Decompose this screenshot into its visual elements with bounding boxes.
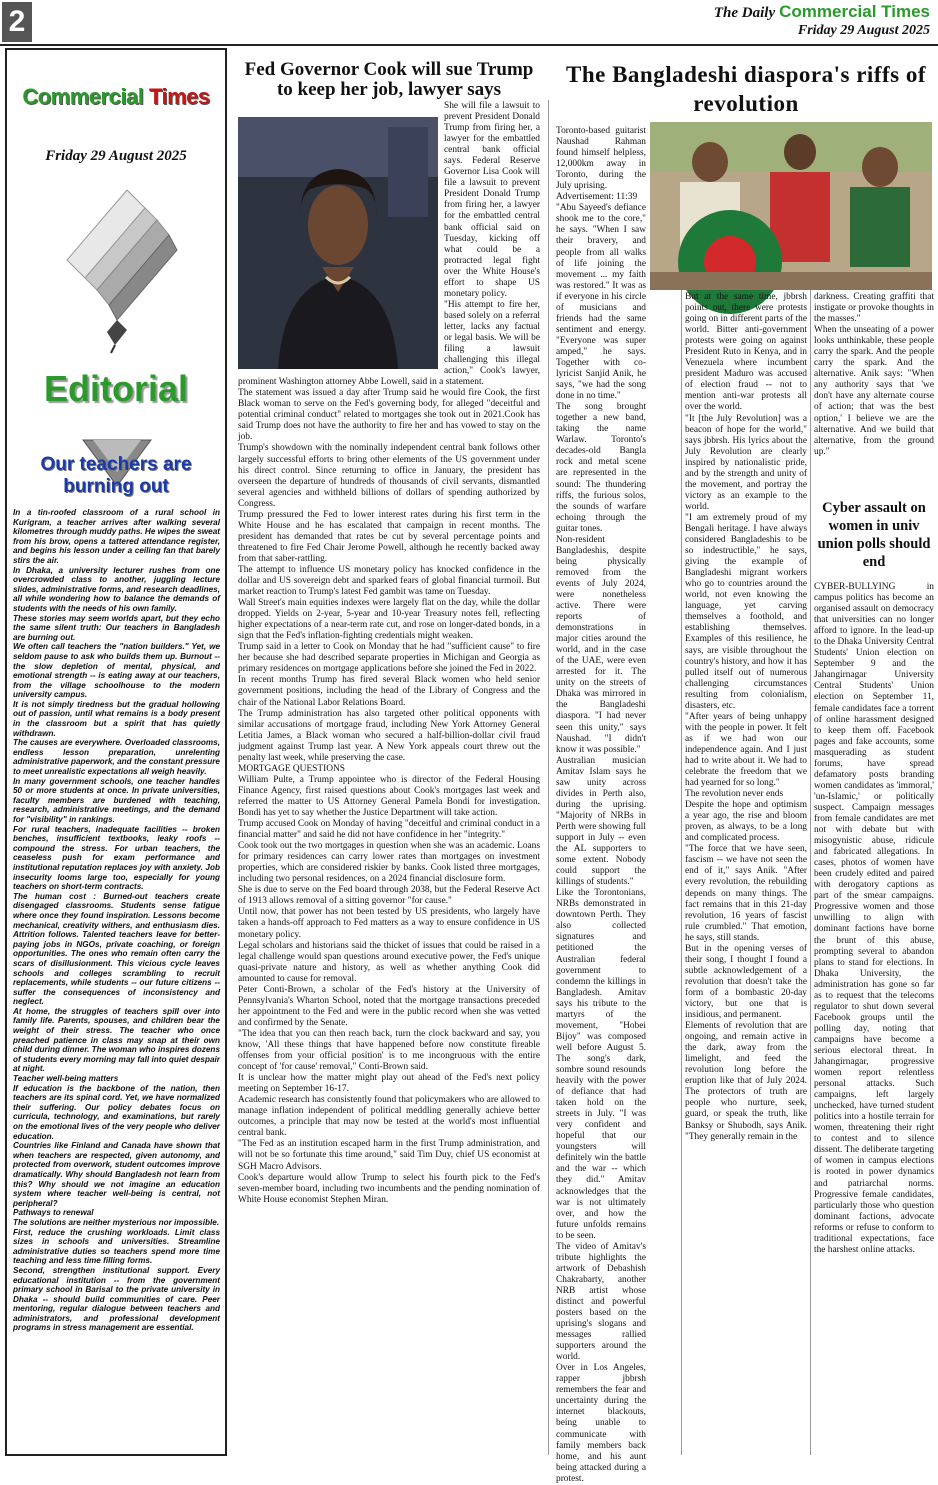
- lisa-cook-photo: [238, 117, 438, 369]
- editorial-sidebar: [5, 48, 227, 1456]
- column-rule: [681, 290, 682, 1455]
- cyber-headline: Cyber assault on women in univ union polls should end: [817, 500, 931, 570]
- column-rule: [548, 100, 549, 1455]
- diaspora-column-2: But at the same time, jbbrsh points out, there were protests going on in different parts of the world. Bitter anti-government protests were going on against President Ruto in Kenya, and in Venezuela where incumbent president Maduro was accused of election fraud -- not to mention anti-war protests all over the world. "It [the July Revolution] was a beacon of hope for the world," says jbbrsh. His lyrics about the July Revolution are clearly inspired by nationalistic pride, and by the strength and unity of the movement, and portray the victory as an example to the world. "I am extremely proud of my Bengali heritage. I have always considered Bangladeshis to be so indestructible," he says, giving the example of Bangladeshi migrant workers who go to countries around the world, not even knowing the language, yet carving themselves a foothold, and establishing themselves. Examples of this resilience, he says, are visible throughout the country's history, and how it has pulled itself out of numerous challenging circumstances resulting from colonialism, disasters, etc. "After years of being unhappy with the people in power. It felt as if we had won our independence again. And I just had to write about it. We had to celebrate the freedom that we had yearned for so long." The revolution never ends Despite the hope and optimism a year ago, the rise and bloom proven, as always, to be a long and complicated process. "The force that we have seen, fascism -- we have not seen the end of it," says Anik. "After every revolution, the rebuilding depends on many things. The fact remains that in this 21-day revolution, 16 years of fascist rule crumbled." That emotion, he says, still stands. But in the opening verses of their song, I thought I found a subtle acknowledgement of a revolution that doesn't take the form of a bombastic 20-day victory, but one that is insidious, and permanent. Elements of revolution that are ongoing, and remain active in the dark, away from the limelight, and feed the revolution long before the eruption like that of July 2024. The protectors of truth are people who nurture, seek, guard, or speak the truth, like Banksy or Shubodh, says Anik. "They generally remain in the: [685, 292, 807, 1142]
- fed-headline: Fed Governor Cook will sue Trump to keep her job, lawyer says: [244, 59, 534, 100]
- masthead-date: Friday 29 August 2025: [797, 23, 930, 38]
- fed-article-body: She will file a lawsuit to prevent President Donald Trump from firing her, a lawyer for the embattled central bank official says. Federal Reserve Governor Lisa Cook will file a lawsuit to prevent President Donald Trump from firing her, a lawyer for the embattled central bank official said on Tuesday, kicking off what could be a protracted legal fight over the White House's effort to shape US monetary policy. "His attempt to fire her, based solely on a referral letter, lacks any factual or legal basis. We will be filing a lawsuit challenging this illegal action," Cook's lawyer, prominent Washington attorney Abbe Lowell, said in a statement. The statement was issued a day after Trump said he would fire Cook, the first Black woman to serve on the Fed's governing body, for alleged "deceitful and potential criminal conduct" related to mortgages she took out in 2021.Cook has said Trump does not have the authority to fire her and has vowed to stay on the job. Trump's showdown with the nominally independent central bank follows other largely successful efforts to bring other elements of the US government under his direct control. Since returning to office in January, the president has overseen the departure of hundreds of thousands of civil servants, dismantled several agencies and withheld billions of dollars of spending authorized by Congress. Trump pressured the Fed to lower interest rates during his first term in the White House and he has escalated that campaign in recent months. The president has demanded that rates be cut by several percentage points and threatened to fire Fed Chair Jerome Powell, although he recently backed away from that saber-rattling. The attempt to influence US monetary policy has knocked confidence in the dollar and US sovereign debt and sparked fears of global financial turmoil. But market reaction to Trump's latest Fed gambit was tame on Tuesday. Wall Street's main equities indexes were largely flat on the day, while the dollar dropped. Yields on 2-year, 5-year and 10-year Treasury notes fell, reflecting higher expectations of a near-term rate cut, and rose on longer-dated bonds, in a sign that the Fed's inflation-fighting credentials might weaken. Trump said in a letter to Cook on Monday that he had "sufficient cause" to fire her because she had described separate properties in Michigan and Georgia as primary residences on mortgage applications before she joined the Fed in 2022. In recent months Trump has fired several Black women who held senior government positions, including the head of the Library of Congress and the chair of the National Labor Relations Board. The Trump administration has also targeted other political opponents with similar accusations of mortgage fraud, including New York Attorney General Letitia James, a Black woman who secured a half-billion-dollar civil fraud judgment against Trump last year. A New York appeals court threw out the penalty last week, while preserving the case. MORTGAGE QUESTIONS William Pulte, a Trump appointee who is director of the Federal Housing Finance Agency, first raised questions about Cook's mortgages last week and referred the matter to US Attorney General Pamela Bondi for investigation. Bondi has yet to say whether the Justice Department will take action. Trump accused Cook on Monday of having "deceitful and criminal conduct in a financial matter" and said he did not have confidence in her "integrity." Cook took out the two mortgages in question when she was an academic. Loans for primary residences can carry lower rates than mortgages on investment properties, which are considered riskier by banks. Cook listed three mortgages, including two personal residences, on a 2024 financial disclosure form. She is due to serve on the Fed board through 2038, but the Federal Reserve Act of 1913 allows removal of a sitting governor "for cause." Until now, that power has not been tested by US presidents, who largely have taken a hands-off approach to Fed matters as a way to ensure confidence in US monetary policy. Legal scholars and historians said the thicket of issues that could be raised in a legal challenge would span questions around executive power, the Fed's unique quasi-private nature and history, as well as whether anything Cook did amounted to cause for removal. Peter Conti-Brown, a scholar of the Fed's history at the University of Pennsylvania's Wharton School, noted that the mortgage transactions preceded her appointment to the Fed and were in the public record when she was vetted and confirmed by the Senate. "The idea that you can then reach back, turn the clock backward and say, you know, 'All these things that have happened before now constitute fireable offenses from your official position' is to me incongruous with the entire concept of 'for cause' removal," Conti-Brown said. It is unclear how the matter might play out ahead of the Fed's next policy meeting on September 16-17. Academic research has consistently found that policymakers who are allowed to manage inflation independent of political meddling generally achieve better outcomes, a principle that may now be tested at the world's most influential central bank. "The Fed as an institution escaped harm in the first Trump administration, and will not be so fortunate this time around," said Tim Duy, chief US economist at SGH Macro Advisors. Cook's departure would allow Trump to select his fourth pick to the Fed's seven-member board, including two incumbents and the pending nomination of White House economist Stephen Miran.: [238, 101, 540, 1205]
- protest-photo: [650, 122, 932, 290]
- sidebar-date: Friday 29 August 2025: [45, 148, 187, 164]
- cyber-article-body: CYBER-BULLYING in campus politics has become an organised assault on democracy that universities can no longer afford to ignore. In the lead-up to the Dhaka University Central Students' Union election on September 9 and the Jahangirnagar University Central Students' Union election on September 11, female candidates face a torrent of online harassment designed to keep them off. Facebook pages and fake accounts, some masquerading as student forums, have spread defamatory posts branding women candidates as 'immoral,' 'un-Islamic,' or politically suspect. Campaign messages from female candidates are met not with debate but with misogynistic abuse, ridicule and fabricated allegations. In cases, photos of women have been crudely edited and paired with derogatory captions as part of the smear campaigns. Progressive women and those unwilling to align with dominant factions have borne the brunt of this abuse, prompting several to abandon plans to stand for elections. In Dhaka University, the administration has gone so far as to request that the telecoms regulator to shut down several Facebook groups until the polling day, noting that campaigns have become a serious electoral threat. In Jahangirnagar, progressive women report relentless personal attacks. Such campaigns, left largely unchecked, have turned student politics into a hostile terrain for women, threatening their right to contest and to silence dissent. The deliberate targeting of women in campus elections is rooted in power dynamics and patriarchal norms. Progressive female candidates, particularly those who question dominant factions, advocate reforms or refuse to conform to traditional expectations, face the harshest online attacks.: [814, 582, 934, 1255]
- masthead-daily: The Daily: [713, 5, 776, 21]
- fountain-pen-icon: [57, 180, 197, 355]
- diaspora-column-1: Toronto-based guitarist Naushad Rahman found himself helpless, 12,000km away in Toronto, during the July uprising. Advertisement: 11:39 "Abu Sayeed's defiance shook me to the core," he says. "When I saw their bravery, and people from all walks of life joining the movement ... my faith was restored." It was as if everyone in his circle of musicians and friends had the same sentiment and energy. "Everyone was super amped," he says. Together with co-lyricist Sanjid Anik, he says, "we had the song done in no time." The song brought together a new band, taking the name Warlaw. Toronto's decades-old Bangla rock and metal scene are represented in the sound: The thundering riffs, the furious solos, the sounds of warfare echoing through the guitar tones. Non-resident Bangladeshis, despite being physically removed from the events of July 2024, were nonetheless active. There were reports of demonstrations in major cities around the world, and in the case of the UAE, were even arrested for it. The unity on the streets of Dhaka was mirrored in the Bangladeshi diaspora. "I had never seen this unity," says Naushad. "I didn't know it was possible." Australian musician Amitav Islam says he saw unity across divides in Perth also, during the uprising. "Majority of NRBs in Perth were showing full support in July -- even the AL supporters to some extent. Nobody could support the killings of students." Like the Torontonians, NRBs demonstrated in downtown Perth. They also collected signatures and petitioned the Australian federal government to condemn the killings in Bangladesh. Amitav says his tribute to the martyrs of the movement, "Hobei Bijoy" was composed well before August 5. The song's dark, sombre sound resounds heavily with the power of defiance that had taken hold on the streets in July. "I was very confident and hopeful that our youngsters will definitely win the battle and the war -- which they did." Amitav acknowledges that the war is not ultimately over, and how the future unfolds remains to be seen. The video of Amitav's tribute highlights the artwork of Debashish Chakrabarty, another NRB artist whose distinct and powerful posters based on the uprising's slogans and messages rallied supporters around the world. Over in Los Angeles, rapper jbbrsh remembers the fear and uncertainty during the internet blackouts, being unable to communicate with family members back home, and his aunt being attacked during a protest.: [556, 126, 646, 1484]
- column-rule: [810, 290, 811, 1455]
- masthead: [714, 2, 930, 39]
- header-rule: [0, 44, 938, 46]
- masthead-name: Commercial Times: [779, 2, 930, 21]
- section-title: Editorial: [43, 368, 189, 409]
- page-number: 2: [2, 2, 32, 42]
- sidebar-logo: Commercial Times: [22, 84, 210, 109]
- editorial-body: In a tin-roofed classroom of a rural school in Kurigram, a teacher arrives after walking several kilometres through muddy paths. He wipes the sweat from his brow, opens a tattered attendance register, and begins his lesson under a ceiling fan that barely stirs the air. In Dhaka, a university lecturer rushes from one overcrowded class to another, juggling lecture slides, administrative forms, and research deadlines, all while wondering how to balance the demands of students with the needs of his own family. These stories may seem worlds apart, but they echo the same silent truth: Our teachers in Bangladesh are burning out. We often call teachers the "nation builders." Yet, we seldom pause to ask who builds them up. Burnout -- the slow depletion of mental, physical, and emotional strength -- is eating away at our teachers, from the village schoolhouse to the modern university campus. It is not simply tiredness but the gradual hollowing out of passion, until what remains is a body present in the classroom but a spirit that has quietly withdrawn. The causes are everywhere. Overloaded classrooms, endless lesson preparation, unrelenting administrative paperwork, and the constant pressure to meet unrealistic expectations all weigh heavily. In many government schools, one teacher handles 50 or more students at once. In private universities, faculty members are burdened with teaching, research, administrative meetings, and the demand for "visibility" in rankings. For rural teachers, inadequate facilities -- broken benches, insufficient textbooks, leaky roofs -- compound the stress. For urban teachers, the ceaseless push for exam performance and institutional reputation replaces joy with anxiety. Job insecurity looms large too, especially for young teachers on short-term contracts. The human cost : Burned-out teachers create disengaged classrooms. Students sense fatigue where once they found inspiration. Lessons become mechanical, creativity withers, and enthusiasm dies. Attrition follows. Talented teachers leave for better-paying jobs in NGOs, private coaching, or foreign opportunities. The ones who remain often carry the scars of disillusionment. This vicious cycle leaves schools and colleges scrambling to recruit replacements, while students -- our future citizens -- suffer the consequences of inconsistency and neglect. At home, the struggles of teachers spill over into family life. Parents, spouses, and children bear the weight of their stress. The teacher who once preached patience in class may snap at their own child during dinner. The woman who inspires dozens of students every morning may fall into quiet despair at night. Teacher well-being matters If education is the backbone of the nation, then teachers are its spinal cord. Yet, we have normalized their suffering. Our policy debates focus on curricula, technology, and examinations, but rarely on the emotional lives of the very people who deliver education. Countries like Finland and Canada have shown that when teachers are respected, given autonomy, and protected from overwork, student outcomes improve dramatically. Why should Bangladesh not learn from this? Why should we not imagine an education system where teacher well-being is central, not peripheral? Pathways to renewal The solutions are neither mysterious nor impossible. First, reduce the crushing workloads. Limit class sizes in schools and universities. Streamline administrative duties so teachers spend more time teaching and less time filling forms. Second, strengthen institutional support. Every educational institution -- from the government primary school in Barisal to the private university in Dhaka -- should build communities of care. Peer mentoring, regular dialogue between teachers and administrators, and professional development programs in stress management are essential.: [13, 508, 221, 1333]
- diaspora-headline: The Bangladeshi diaspora's riffs of revolution: [566, 62, 926, 116]
- diaspora-column-3: darkness. Creating graffiti that instigate or provoke thoughts in the masses." When the unseating of a power looks unthinkable, these people carry the spark. And the people carry the spark. And the alternative. Anik says: "When any authority says that 'we don't have any alternate course of action; that was the best option,' I believe we are the alternative. And we build that alternative, from the ground up.": [814, 292, 934, 457]
- editorial-headline: Our teachers are burning out: [40, 454, 192, 497]
